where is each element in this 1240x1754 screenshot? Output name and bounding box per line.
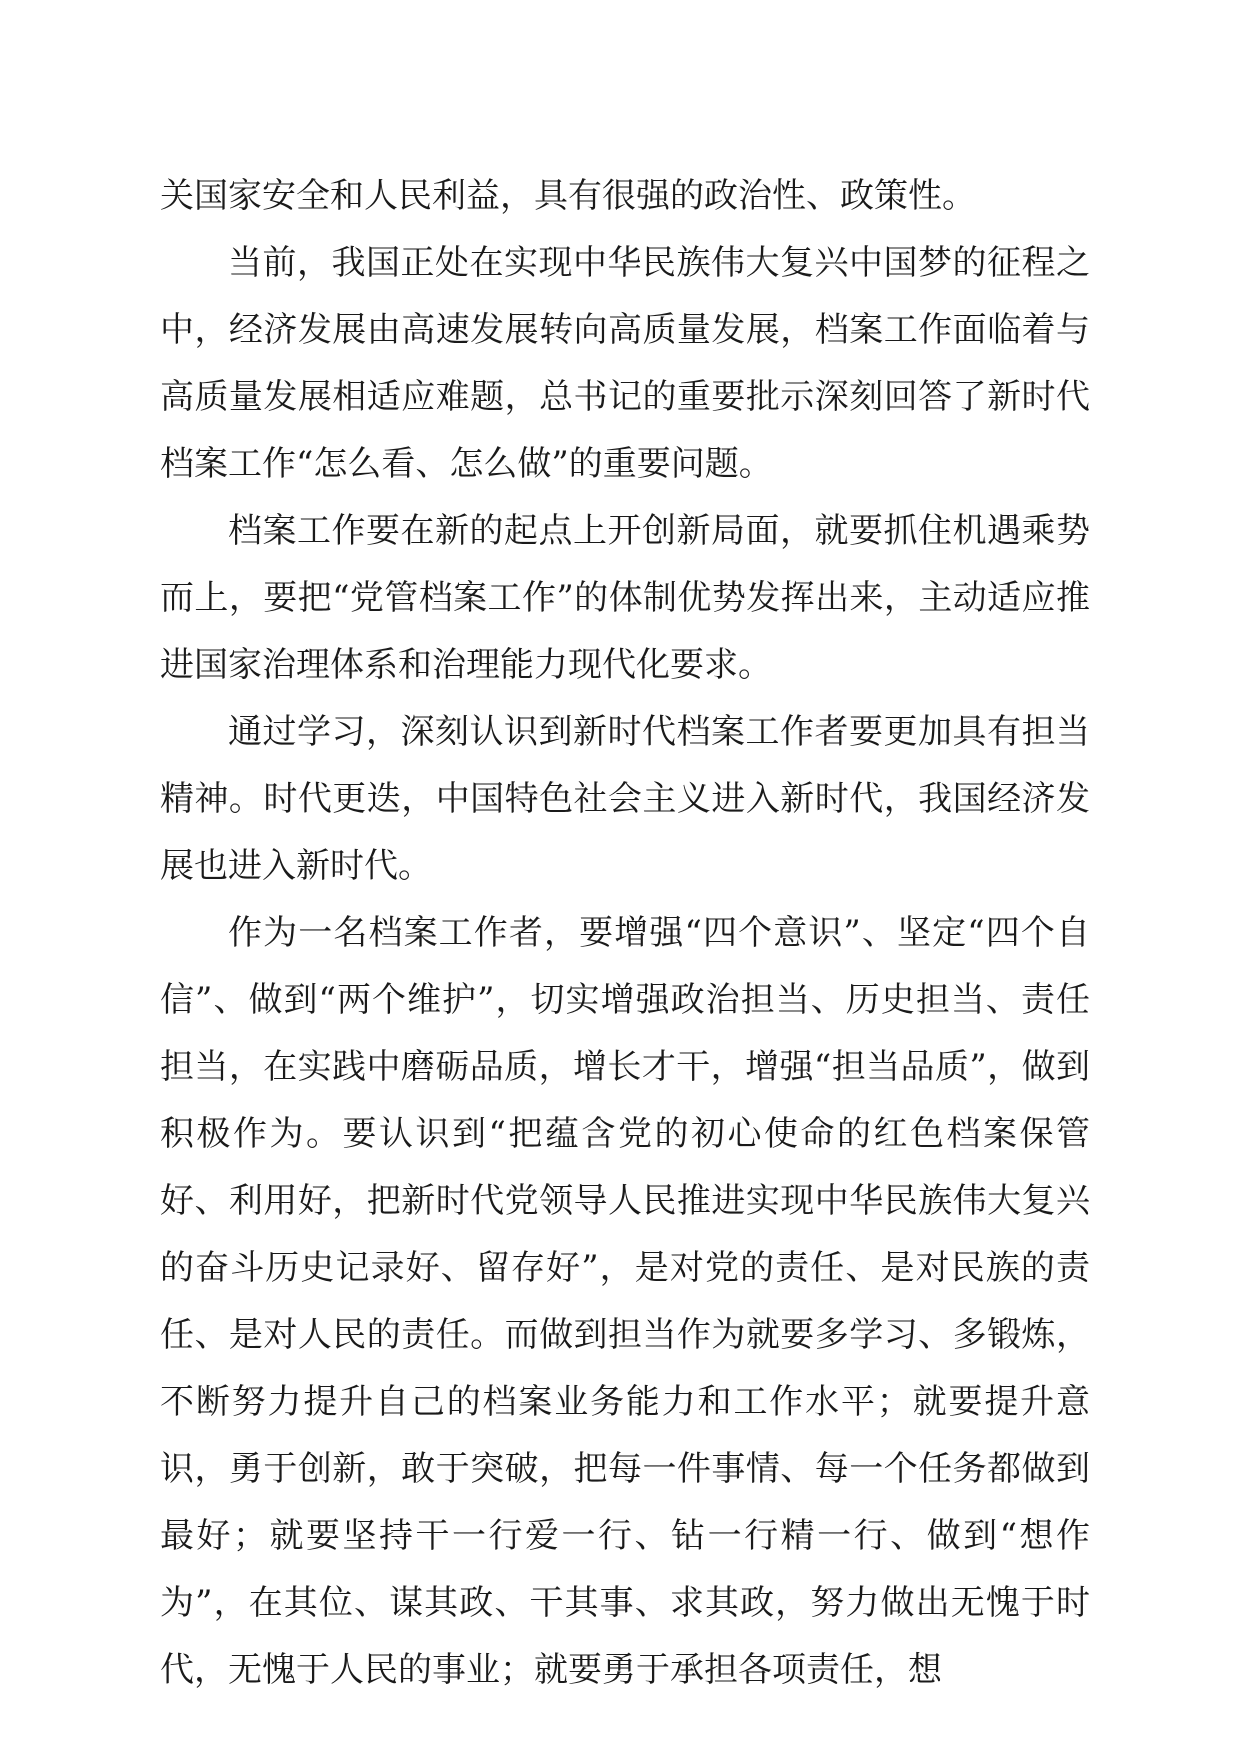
paragraph-1: 关国家安全和人民利益，具有很强的政治性、政策性。	[160, 176, 976, 216]
paragraph-2: 当前，我国正处在实现中华民族伟大复兴中国梦的征程之中，经济发展由高速发展转向高质量发展，档案工作面临着与高质量发展相适应难题，总书记的重要批示深刻回答了新时代档案工作“怎么看、怎么做”的重要问题。	[160, 243, 1090, 484]
paragraph-4: 通过学习，深刻认识到新时代档案工作者要更加具有担当精神。时代更迭，中国特色社会主义进入新时代，我国经济发展也进入新时代。	[160, 712, 1090, 886]
paragraph-3: 档案工作要在新的起点上开创新局面，就要抓住机遇乘势而上，要把“党管档案工作”的体制优势发挥出来，主动适应推进国家治理体系和治理能力现代化要求。	[160, 511, 1090, 685]
paragraph-5: 作为一名档案工作者，要增强“四个意识”、坚定“四个自信”、做到“两个维护”，切实增强政治担当、历史担当、责任担当，在实践中磨砺品质，增长才干，增强“担当品质”，做到积极作为。要认识到“把蕴含党的初心使命的红色档案保管好、利用好，把新时代党领导人民推进实现中华民族伟大复兴的奋斗历史记录好、留存好”，是对党的责任、是对民族的责任、是对人民的责任。而做到担当作为就要多学习、多锻炼，不断努力提升自己的档案业务能力和工作水平；就要提升意识，勇于创新，敢于突破，把每一件事情、每一个任务都做到最好；就要坚持干一行爱一行、钻一行精一行、做到“想作为”，在其位、谋其政、干其事、求其政，努力做出无愧于时代，无愧于人民的事业；就要勇于承担各项责任，想	[160, 913, 1090, 1690]
body-text	[160, 163, 1090, 1704]
